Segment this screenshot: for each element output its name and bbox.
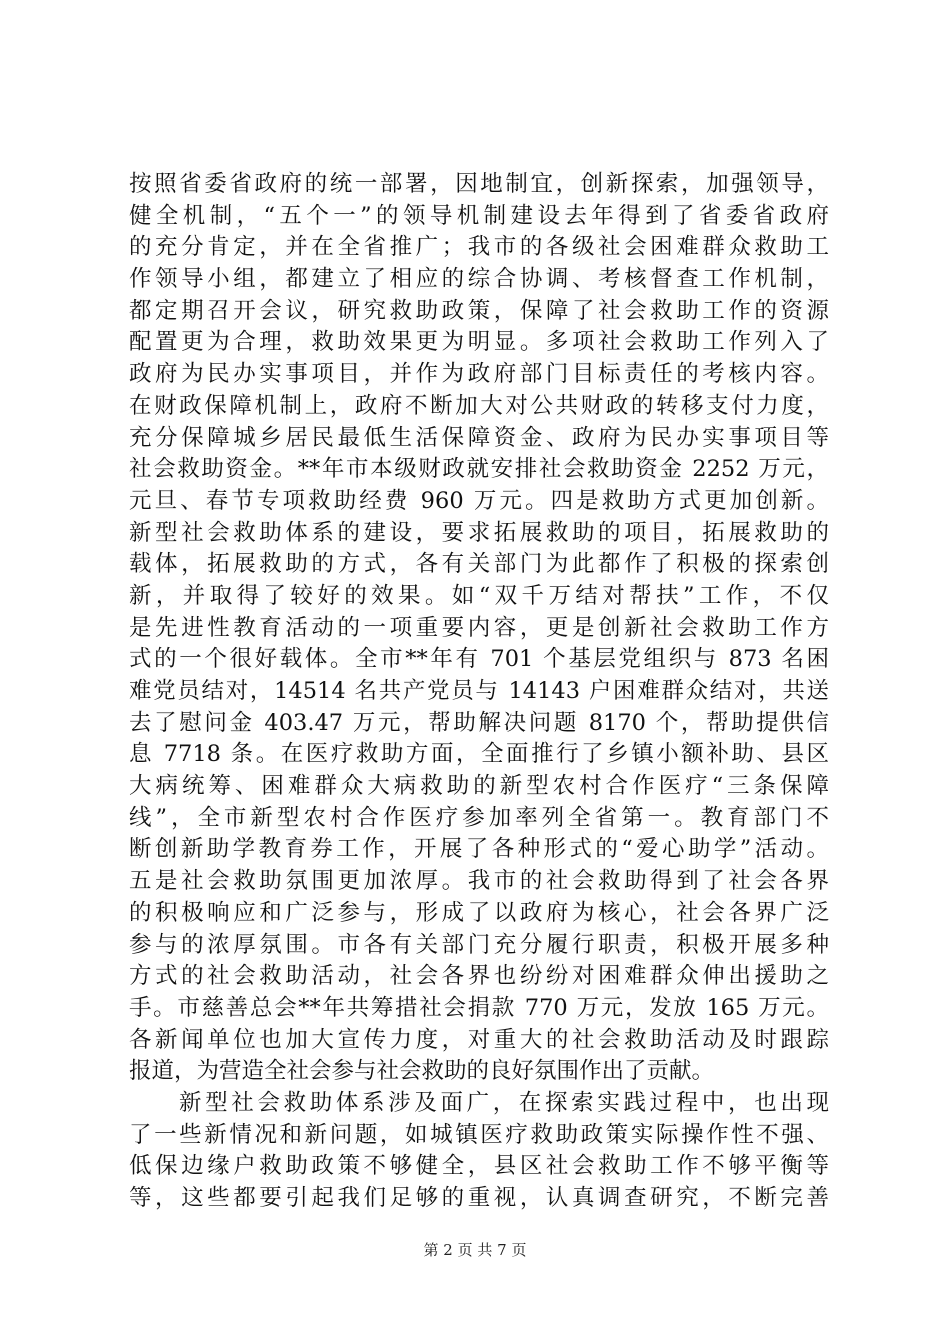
text-line: 新型社会救助体系的建设，要求拓展救助的项目，拓展救助的 <box>129 519 829 546</box>
text-line: 低保边缘户救助政策不够健全，县区社会救助工作不够平衡等 <box>129 1153 829 1180</box>
text-line: 载体，拓展救助的方式，各有关部门为此都作了积极的探索创 <box>129 551 829 578</box>
document-body <box>129 169 829 1215</box>
text-line: 新，并取得了较好的效果。如“双千万结对帮扶”工作，不仅 <box>129 582 829 609</box>
text-line: 社会救助资金。**年市本级财政就安排社会救助资金 2252 万元， <box>129 456 829 483</box>
text-line: 政府为民办实事项目，并作为政府部门目标责任的考核内容。 <box>129 361 829 388</box>
text-line: 都定期召开会议，研究救助政策，保障了社会救助工作的资源 <box>129 297 829 324</box>
text-line: 手。市慈善总会**年共筹措社会捐款 770 万元，发放 165 万元。 <box>129 994 829 1021</box>
text-line: 的充分肯定，并在全省推广；我市的各级社会困难群众救助工 <box>129 234 829 261</box>
text-line: 参与的浓厚氛围。市各有关部门充分履行职责，积极开展多种 <box>129 931 829 958</box>
text-line: 去了慰问金 403.47 万元，帮助解决问题 8170 个，帮助提供信 <box>129 709 829 736</box>
text-line: 式的一个很好载体。全市**年有 701 个基层党组织与 873 名困 <box>129 646 829 673</box>
text-line: 大病统筹、困难群众大病救助的新型农村合作医疗“三条保障 <box>129 773 829 800</box>
text-line: 作领导小组，都建立了相应的综合协调、考核督查工作机制， <box>129 266 829 293</box>
text-line: 健全机制，“五个一”的领导机制建设去年得到了省委省政府 <box>129 202 829 229</box>
text-line: 各新闻单位也加大宣传力度，对重大的社会救助活动及时跟踪 <box>129 1026 829 1053</box>
text-line: 线”，全市新型农村合作医疗参加率列全省第一。教育部门不 <box>129 804 829 831</box>
paragraph-start-line: 新型社会救助体系涉及面广，在探索实践过程中，也出现 <box>179 1089 829 1116</box>
text-line: 充分保障城乡居民最低生活保障资金、政府为民办实事项目等 <box>129 424 829 451</box>
text-line: 方式的社会救助活动，社会各界也纷纷对困难群众伸出援助之 <box>129 963 829 990</box>
text-line: 元旦、春节专项救助经费 960 万元。四是救助方式更加创新。 <box>129 487 829 514</box>
text-line: 按照省委省政府的统一部署，因地制宜，创新探索，加强领导， <box>129 171 829 197</box>
text-line: 难党员结对，14514 名共产党员与 14143 户困难群众结对，共送 <box>129 678 829 704</box>
text-line: 五是社会救助氛围更加浓厚。我市的社会救助得到了社会各界 <box>129 868 829 895</box>
text-line: 息 7718 条。在医疗救助方面，全面推行了乡镇小额补助、县区 <box>129 741 829 768</box>
text-line: 是先进性教育活动的一项重要内容，更是创新社会救助工作方 <box>129 614 829 641</box>
text-line: 在财政保障机制上，政府不断加大对公共财政的转移支付力度， <box>129 392 829 419</box>
page-number-footer: 第 2 页 共 7 页 <box>423 1241 527 1259</box>
text-line: 配置更为合理，救助效果更为明显。多项社会救助工作列入了 <box>129 329 829 356</box>
text-line: 了一些新情况和新问题，如城镇医疗救助政策实际操作性不强、 <box>129 1121 829 1148</box>
text-line: 的积极响应和广泛参与，形成了以政府为核心，社会各界广泛 <box>129 899 829 926</box>
text-line: 报道，为营造全社会参与社会救助的良好氛围作出了贡献。 <box>129 1058 715 1085</box>
text-line: 等，这些都要引起我们足够的重视，认真调查研究，不断完善 <box>129 1185 829 1211</box>
text-line: 断创新助学教育券工作，开展了各种形式的“爱心助学”活动。 <box>129 836 829 863</box>
